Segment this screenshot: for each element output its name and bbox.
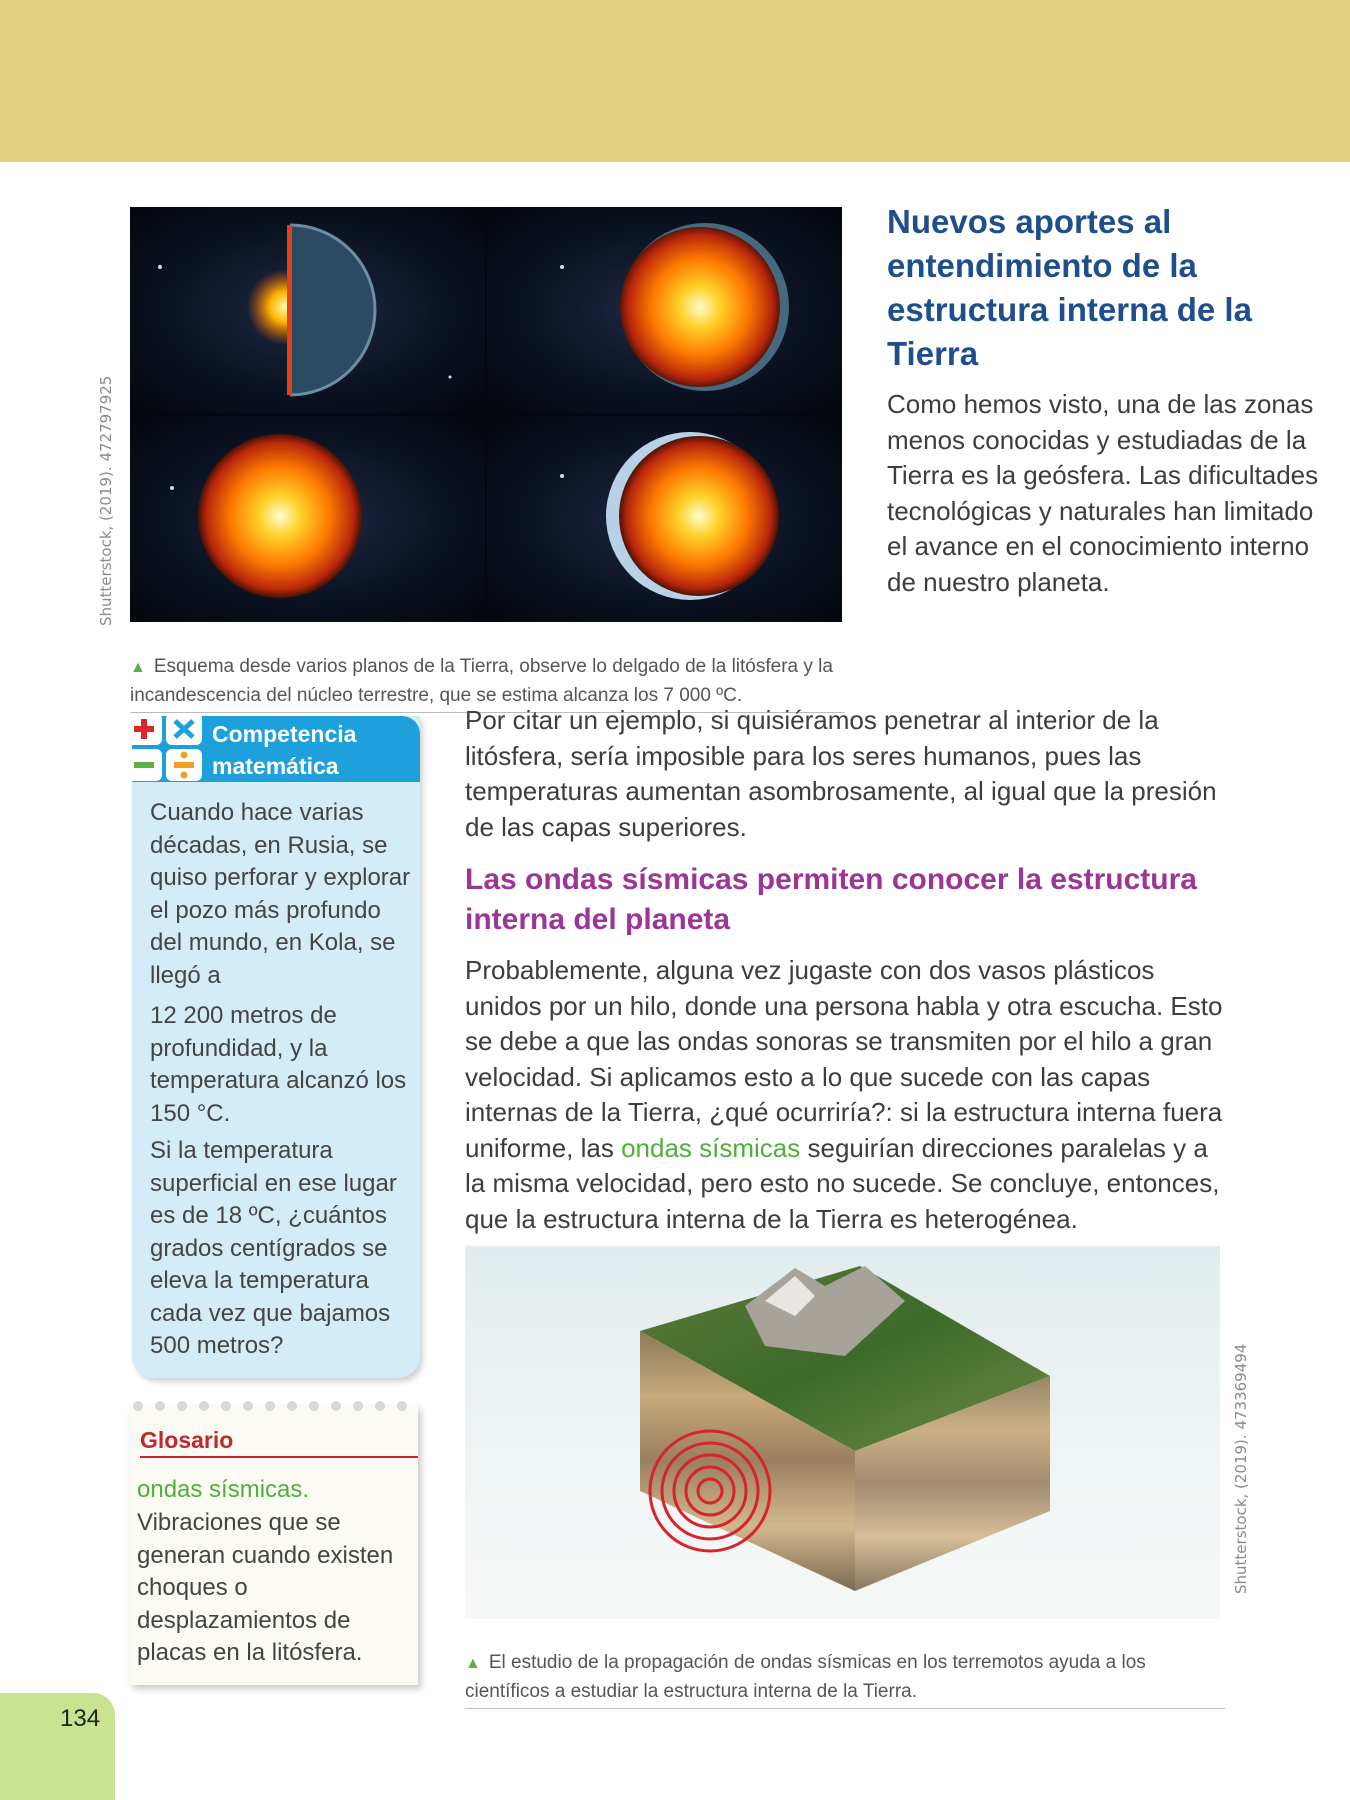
page-number: 134 [60, 1705, 101, 1732]
highlight-term: ondas sísmicas [621, 1132, 801, 1163]
intro-paragraph: Como hemos visto, una de las zonas menos conocidas y estudiadas de la Tierra es la geósfera. Las dificultades tecnológicas y naturales han limitado el avance en el conocimiento interno de nuestro planeta. [887, 389, 1319, 597]
competencia-text-1: Cuando hace varias décadas, en Rusia, se quiso perforar y explorar el pozo más profundo del mundo, en Kola, se llegó a [150, 799, 411, 989]
competencia-title: Competencia matemática [212, 721, 357, 779]
earth-layers-image [130, 207, 842, 622]
math-operations-icon [124, 711, 206, 783]
earth-view-4 [487, 416, 842, 622]
glosario-definition: Vibraciones que se generan cuando existen choques o desplazamientos de placas en la litósfera. [137, 1509, 394, 1666]
section-title-waves: Las ondas sísmicas permiten conocer la estructura interna del planeta [465, 863, 1197, 936]
image-credit-bottom: Shutterstock, (2019). 473369494 [1232, 1343, 1250, 1594]
glosario-title: Glosario [140, 1424, 418, 1458]
competencia-text-2: 12 200 metros de profundidad, y la temperatura alcanzó los 150 °C. [150, 1002, 407, 1127]
earth-view-3 [130, 416, 485, 622]
earth-image-caption: ▲ Esquema desde varios planos de la Tierra, observe lo delgado de la litósfera y la incandescencia del núcleo terrestre, que se estima alcanza los 7 000 ºC. [130, 653, 845, 713]
triangle-marker-icon: ▲ [465, 1655, 481, 1672]
triangle-marker-icon: ▲ [130, 659, 146, 676]
competencia-text-3: Si la temperatura superficial en ese lugar es de 18 ºC, ¿cuántos grados centígrados se eleva la temperatura cada vez que bajamos 500 metros? [150, 1137, 397, 1359]
glosario-term: ondas sísmicas. [137, 1476, 310, 1503]
earth-view-2 [487, 207, 842, 413]
top-color-band [0, 0, 1350, 162]
notebook-rings [130, 1396, 418, 1416]
terrain-image-caption: ▲ El estudio de la propagación de ondas sísmicas en los terremotos ayuda a los científicos a estudiar la estructura interna de la Tierra. [465, 1649, 1225, 1709]
image-credit-top: Shutterstock, (2019). 472797925 [97, 375, 115, 626]
section-title-main: Nuevos aportes al entendimiento de la estructura interna de la Tierra [887, 203, 1252, 372]
paragraph-lithosphere: Por citar un ejemplo, si quisiéramos penetrar al interior de la litósfera, sería imposible para los seres humanos, pues las temperaturas aumentan asombrosamente, al igual que la presión de las capas superiores. [465, 705, 1217, 842]
earth-view-1 [130, 207, 485, 413]
paragraph-waves: Probablemente, alguna vez jugaste con dos vasos plásticos unidos por un hilo, donde una persona habla y otra escucha. Esto se debe a que las ondas sonoras se transmiten por el hilo a gran velocidad. Si aplicamos esto a lo que sucede con las capas internas de la Tierra, ¿qué ocurriría?: si la estructura interna fuera uniforme, las ondas sísmicas seguirían direcciones paralelas y a la misma velocidad, pero esto no sucede. Se concluye, entonces, que la estructura interna de la Tierra es heterogénea. [465, 955, 1223, 1234]
seismic-terrain-image [465, 1246, 1220, 1619]
